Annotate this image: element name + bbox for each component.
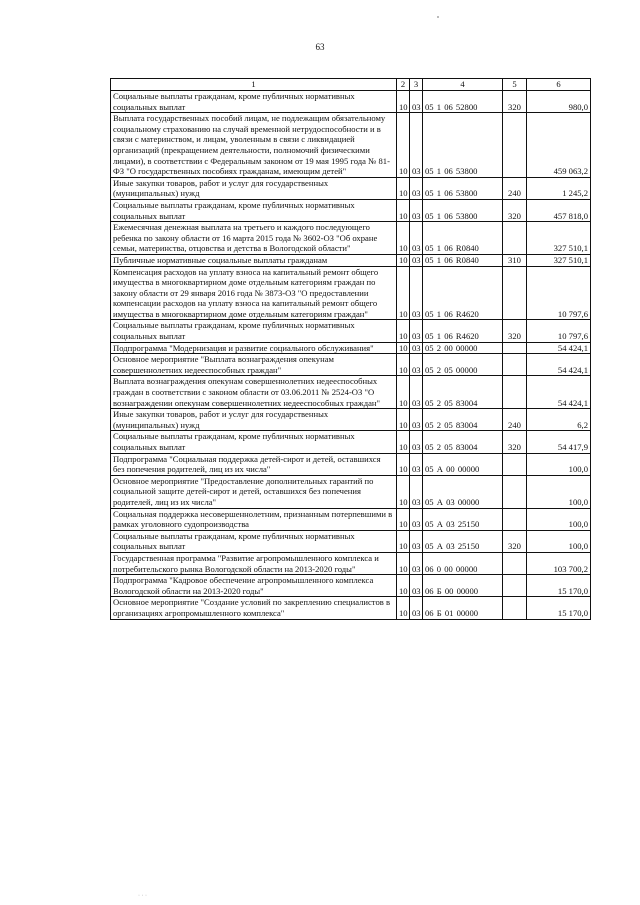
cell-subsection: 03 (410, 508, 423, 530)
table-row (111, 320, 591, 342)
cell-subsection: 03 (410, 453, 423, 475)
cell-target-code: 05 А 03 25150 (423, 508, 503, 530)
cell-description: Подпрограмма "Кадровое обеспечение агропромышленного комплекса Вологодской области на 2013-2020 годы" (111, 575, 397, 597)
cell-subsection: 03 (410, 376, 423, 409)
cell-description: Социальные выплаты гражданам, кроме публичных нормативных социальных выплат (111, 199, 397, 221)
table-row (111, 575, 591, 597)
cell-amount: 10 797,6 (527, 320, 591, 342)
cell-expense-type (503, 597, 527, 619)
cell-description: Социальные выплаты гражданам, кроме публичных нормативных социальных выплат (111, 91, 397, 113)
cell-amount: 100,0 (527, 508, 591, 530)
table-row (111, 530, 591, 552)
table-row (111, 222, 591, 255)
cell-target-code: 05 А 03 00000 (423, 475, 503, 508)
cell-target-code: 05 1 06 53800 (423, 199, 503, 221)
cell-section: 10 (397, 508, 410, 530)
cell-description: Компенсация расходов на уплату взноса на капитальный ремонт общего имущества в многоквартирном доме отдельным категориям граждан по закону области от 29 января 2016 года № 3873-ОЗ "О предоставлении компенсации расходов на уплату взноса на капитальный ремонт общего имущества в многоквартирном доме отдельным категориям граждан" (111, 266, 397, 320)
cell-amount: 459 063,2 (527, 113, 591, 178)
cell-expense-type (503, 552, 527, 574)
table-header-row (111, 79, 591, 91)
cell-section: 10 (397, 409, 410, 431)
page-number: 63 (315, 42, 325, 52)
cell-subsection: 03 (410, 354, 423, 376)
table-body (111, 91, 591, 620)
table-row (111, 552, 591, 574)
cell-section: 10 (397, 431, 410, 453)
table-row (111, 431, 591, 453)
cell-section: 10 (397, 199, 410, 221)
cell-target-code: 05 1 06 R0840 (423, 254, 503, 266)
cell-subsection: 03 (410, 342, 423, 354)
cell-expense-type (503, 475, 527, 508)
cell-expense-type: 240 (503, 177, 527, 199)
cell-target-code: 05 1 06 R0840 (423, 222, 503, 255)
cell-amount: 100,0 (527, 530, 591, 552)
cell-target-code: 06 Б 00 00000 (423, 575, 503, 597)
cell-amount: 54 417,9 (527, 431, 591, 453)
cell-description: Подпрограмма "Модернизация и развитие социального обслуживания" (111, 342, 397, 354)
cell-section: 10 (397, 453, 410, 475)
cell-target-code: 05 2 05 83004 (423, 431, 503, 453)
cell-target-code: 05 2 00 00000 (423, 342, 503, 354)
cell-expense-type (503, 342, 527, 354)
cell-description: Социальная поддержка несовершеннолетним, признанным потерпевшими в рамках уголовного судопроизводства (111, 508, 397, 530)
cell-section: 10 (397, 91, 410, 113)
cell-description: Выплата государственных пособий лицам, не подлежащим обязательному социальному страхованию на случай временной нетрудоспособности и в связи с материнством, и лицам, уволенным в связи с ликвидацией организаций (прекращением деятельности, полномочий физическими лицами), в соответствии с Федеральным законом от 19 мая 1995 года № 81-ФЗ "О государственных пособиях гражданам, имеющим детей" (111, 113, 397, 178)
cell-amount: 327 510,1 (527, 222, 591, 255)
cell-description: Государственная программа "Развитие агропромышленного комплекса и потребительского рынка Вологодской области на 2013-2020 годы" (111, 552, 397, 574)
header-col-4: 4 (423, 79, 503, 91)
cell-description: Социальные выплаты гражданам, кроме публичных нормативных социальных выплат (111, 431, 397, 453)
cell-target-code: 06 Б 01 00000 (423, 597, 503, 619)
cell-section: 10 (397, 552, 410, 574)
cell-expense-type (503, 376, 527, 409)
cell-subsection: 03 (410, 597, 423, 619)
cell-subsection: 03 (410, 431, 423, 453)
cell-section: 10 (397, 177, 410, 199)
cell-subsection: 03 (410, 91, 423, 113)
table-row (111, 113, 591, 178)
table-row (111, 475, 591, 508)
cell-amount: 980,0 (527, 91, 591, 113)
header-col-3: 3 (410, 79, 423, 91)
cell-amount: 100,0 (527, 453, 591, 475)
cell-description: Иные закупки товаров, работ и услуг для государственных (муниципальных) нужд (111, 177, 397, 199)
header-col-2: 2 (397, 79, 410, 91)
cell-description: Ежемесячная денежная выплата на третьего и каждого последующего ребенка по закону области от 16 марта 2015 года № 3602-ОЗ "Об охране семьи, материнства, отцовства и детства в Вологодской области" (111, 222, 397, 255)
cell-expense-type: 320 (503, 91, 527, 113)
cell-target-code: 05 1 06 53800 (423, 113, 503, 178)
cell-expense-type: 320 (503, 320, 527, 342)
cell-target-code: 05 2 05 00000 (423, 354, 503, 376)
table-row (111, 199, 591, 221)
budget-table (110, 78, 591, 620)
cell-subsection: 03 (410, 177, 423, 199)
cell-description: Социальные выплаты гражданам, кроме публичных нормативных социальных выплат (111, 320, 397, 342)
cell-subsection: 03 (410, 199, 423, 221)
cell-amount: 457 818,0 (527, 199, 591, 221)
table-row (111, 376, 591, 409)
cell-target-code: 05 А 03 25150 (423, 530, 503, 552)
cell-target-code: 05 1 06 R4620 (423, 266, 503, 320)
cell-target-code: 06 0 00 00000 (423, 552, 503, 574)
cell-amount: 6,2 (527, 409, 591, 431)
cell-target-code: 05 2 05 83004 (423, 376, 503, 409)
cell-section: 10 (397, 113, 410, 178)
header-col-5: 5 (503, 79, 527, 91)
cell-section: 10 (397, 342, 410, 354)
cell-expense-type (503, 453, 527, 475)
cell-amount: 15 170,0 (527, 575, 591, 597)
cell-expense-type: 320 (503, 199, 527, 221)
cell-subsection: 03 (410, 475, 423, 508)
table-row (111, 453, 591, 475)
cell-subsection: 03 (410, 575, 423, 597)
header-col-6: 6 (527, 79, 591, 91)
scan-artifact: · · · (138, 893, 147, 899)
cell-subsection: 03 (410, 530, 423, 552)
cell-expense-type (503, 508, 527, 530)
cell-subsection: 03 (410, 320, 423, 342)
cell-expense-type (503, 575, 527, 597)
cell-target-code: 05 1 06 R4620 (423, 320, 503, 342)
scan-speck (437, 16, 439, 18)
cell-section: 10 (397, 222, 410, 255)
cell-amount: 103 700,2 (527, 552, 591, 574)
cell-section: 10 (397, 530, 410, 552)
cell-description: Основное мероприятие "Выплата вознаграждения опекунам совершеннолетних недееспособных граждан" (111, 354, 397, 376)
cell-amount: 54 424,1 (527, 354, 591, 376)
cell-description: Публичные нормативные социальные выплаты гражданам (111, 254, 397, 266)
cell-amount: 100,0 (527, 475, 591, 508)
cell-expense-type: 320 (503, 530, 527, 552)
cell-target-code: 05 1 06 52800 (423, 91, 503, 113)
cell-section: 10 (397, 475, 410, 508)
cell-section: 10 (397, 354, 410, 376)
cell-amount: 10 797,6 (527, 266, 591, 320)
cell-description: Подпрограмма "Социальная поддержка детей-сирот и детей, оставшихся без попечения родителей, лиц из их числа" (111, 453, 397, 475)
cell-expense-type (503, 266, 527, 320)
cell-description: Основное мероприятие "Предоставление дополнительных гарантий по социальной защите детей-сирот и детей, оставшихся без попечения родителей, лиц из их числа" (111, 475, 397, 508)
table-row (111, 342, 591, 354)
cell-amount: 54 424,1 (527, 376, 591, 409)
cell-section: 10 (397, 575, 410, 597)
cell-target-code: 05 1 06 53800 (423, 177, 503, 199)
cell-target-code: 05 А 00 00000 (423, 453, 503, 475)
table-row (111, 254, 591, 266)
cell-amount: 327 510,1 (527, 254, 591, 266)
cell-description: Социальные выплаты гражданам, кроме публичных нормативных социальных выплат (111, 530, 397, 552)
header-col-1: 1 (111, 79, 397, 91)
cell-expense-type: 310 (503, 254, 527, 266)
cell-expense-type: 320 (503, 431, 527, 453)
cell-subsection: 03 (410, 266, 423, 320)
cell-section: 10 (397, 320, 410, 342)
cell-section: 10 (397, 254, 410, 266)
cell-expense-type (503, 222, 527, 255)
cell-description: Выплата вознаграждения опекунам совершеннолетних недееспособных граждан в соответствии с законом области от 03.06.2011 № 2524-ОЗ "О вознаграждении опекунам совершеннолетних недееспособных граждан" (111, 376, 397, 409)
table-row (111, 177, 591, 199)
cell-description: Основное мероприятие "Создание условий по закреплению специалистов в организациях агропромышленного комплекса" (111, 597, 397, 619)
cell-expense-type (503, 113, 527, 178)
cell-subsection: 03 (410, 552, 423, 574)
table-row (111, 508, 591, 530)
cell-section: 10 (397, 266, 410, 320)
cell-expense-type: 240 (503, 409, 527, 431)
table-row (111, 409, 591, 431)
table-row (111, 354, 591, 376)
table-row (111, 266, 591, 320)
cell-amount: 15 170,0 (527, 597, 591, 619)
cell-expense-type (503, 354, 527, 376)
cell-subsection: 03 (410, 113, 423, 178)
cell-amount: 54 424,1 (527, 342, 591, 354)
cell-section: 10 (397, 597, 410, 619)
table-row (111, 91, 591, 113)
cell-subsection: 03 (410, 409, 423, 431)
cell-description: Иные закупки товаров, работ и услуг для государственных (муниципальных) нужд (111, 409, 397, 431)
cell-subsection: 03 (410, 222, 423, 255)
cell-amount: 1 245,2 (527, 177, 591, 199)
cell-section: 10 (397, 376, 410, 409)
table-row (111, 597, 591, 619)
cell-subsection: 03 (410, 254, 423, 266)
cell-target-code: 05 2 05 83004 (423, 409, 503, 431)
